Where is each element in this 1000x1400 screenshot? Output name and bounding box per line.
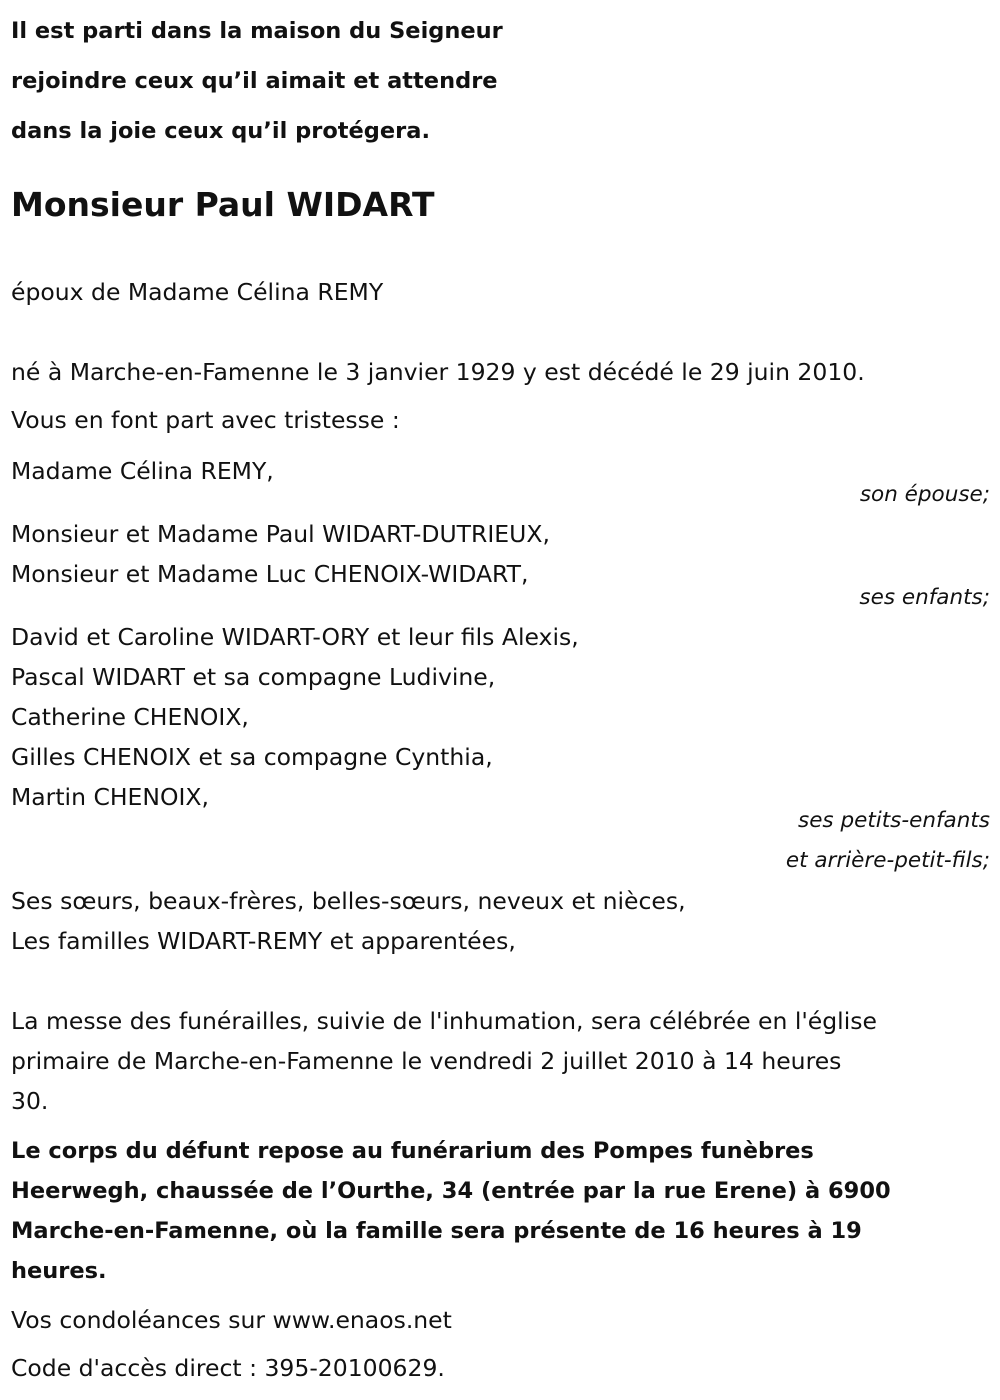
epitaph-line: Il est parti dans la maison du Seigneur: [11, 18, 503, 44]
family-member: Ses sœurs, beaux-frères, belles-sœurs, neveux et nièces,: [11, 887, 686, 915]
family-member: Pascal WIDART et sa compagne Ludivine,: [11, 663, 496, 691]
repose-info: [11, 1131, 891, 1291]
spouse-line: époux de Madame Célina REMY: [11, 278, 384, 306]
family-grandchildren-role: [786, 801, 990, 881]
family-others: [11, 881, 686, 961]
funeral-info: [11, 1001, 877, 1121]
family-children-role: [859, 578, 990, 618]
condolences-line: Vos condoléances sur www.enaos.net: [11, 1306, 452, 1334]
family-member: Madame Célina REMY,: [11, 457, 274, 485]
funeral-line: primaire de Marche-en-Famenne le vendredi 2 juillet 2010 à 14 heures: [11, 1047, 842, 1075]
funeral-line: La messe des funérailles, suivie de l'inhumation, sera célébrée en l'église: [11, 1007, 877, 1035]
family-spouse-names: [11, 451, 274, 491]
family-member: Catherine CHENOIX,: [11, 703, 249, 731]
repose-line: heures.: [11, 1258, 107, 1284]
announce-line: Vous en font part avec tristesse :: [11, 406, 400, 434]
access-code-line: Code d'accès direct : 395-20100629.: [11, 1354, 445, 1382]
relation-label: son épouse;: [859, 482, 990, 507]
deceased-name: Monsieur Paul WIDART: [11, 185, 435, 224]
family-children-names: [11, 514, 550, 594]
epitaph-line: dans la joie ceux qu’il protégera.: [11, 118, 430, 144]
repose-line: Marche-en-Famenne, où la famille sera présente de 16 heures à 19: [11, 1218, 862, 1244]
relation-label: ses enfants;: [859, 585, 990, 610]
family-member: Monsieur et Madame Luc CHENOIX-WIDART,: [11, 560, 529, 588]
birth-death-line: né à Marche-en-Famenne le 3 janvier 1929 y est décédé le 29 juin 2010.: [11, 358, 865, 386]
family-member: Monsieur et Madame Paul WIDART-DUTRIEUX,: [11, 520, 550, 548]
relation-label: ses petits-enfants: [798, 808, 990, 833]
family-grandchildren-names: [11, 617, 579, 817]
family-member: Les familles WIDART-REMY et apparentées,: [11, 927, 516, 955]
family-member: David et Caroline WIDART-ORY et leur fils Alexis,: [11, 623, 579, 651]
epitaph: [11, 6, 503, 156]
repose-line: Heerwegh, chaussée de l’Ourthe, 34 (entrée par la rue Erene) à 6900: [11, 1178, 891, 1204]
funeral-line: 30.: [11, 1087, 49, 1115]
relation-label: et arrière-petit-fils;: [785, 848, 990, 873]
family-member: Gilles CHENOIX et sa compagne Cynthia,: [11, 743, 493, 771]
family-member: Martin CHENOIX,: [11, 783, 209, 811]
epitaph-line: rejoindre ceux qu’il aimait et attendre: [11, 68, 498, 94]
repose-line: Le corps du défunt repose au funérarium des Pompes funèbres: [11, 1138, 814, 1164]
family-spouse-role: [860, 475, 990, 515]
